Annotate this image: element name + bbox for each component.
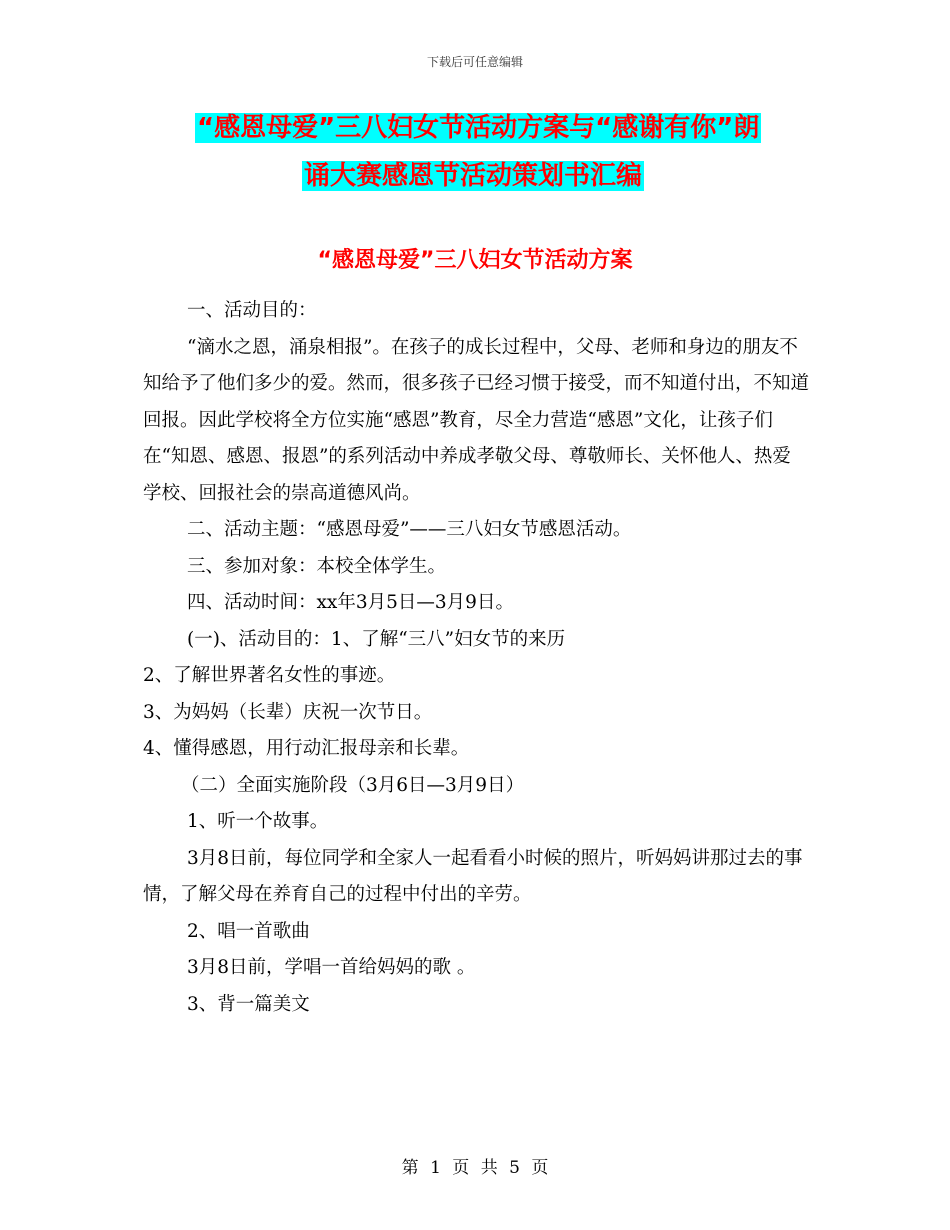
title-line-2: 诵大赛感恩节活动策划书汇编 bbox=[304, 161, 643, 191]
paragraph: 三、参加对象：本校全体学生。 bbox=[187, 555, 447, 577]
paragraph: 四、活动时间：xx年3月5日—3月9日。 bbox=[187, 592, 514, 613]
title-line-1: “感恩母爱”三八妇女节活动方案与“感谢有你”朗 bbox=[197, 113, 760, 143]
section-title: “感恩母爱”三八妇女节活动方案 bbox=[317, 248, 633, 273]
paragraph: 3月8日前，学唱一首给妈妈的歌 。 bbox=[187, 957, 476, 978]
paragraph: 4、懂得感恩，用行动汇报母亲和长辈。 bbox=[143, 738, 470, 759]
paragraph: 一、活动目的： bbox=[187, 300, 317, 321]
paragraph: 2、唱一首歌曲 bbox=[187, 920, 310, 942]
paragraph: 二、活动主题：“感恩母爱”——三八妇女节感恩活动。 bbox=[187, 519, 632, 540]
paragraph: (一)、活动目的：1、了解“三八”妇女节的来历 bbox=[187, 628, 566, 650]
paragraph: 2、了解世界著名女性的事迹。 bbox=[143, 665, 396, 686]
paragraph: 3月8日前，每位同学和全家人一起看看小时候的照片，听妈妈讲那过去的事情，了解父母在养育自己的过程中付出的辛劳。 bbox=[143, 847, 803, 905]
paragraph: 1、听一个故事。 bbox=[187, 811, 329, 832]
paragraph: （二）全面实施阶段（3月6日—3月9日） bbox=[181, 774, 525, 796]
page-number: 第 1 页 共 5 页 bbox=[401, 1158, 549, 1178]
document-body bbox=[143, 293, 809, 1023]
paragraph: 3、背一篇美文 bbox=[187, 993, 310, 1015]
header-note: 下载后可任意编辑 bbox=[426, 55, 523, 69]
paragraph: 3、为妈妈（长辈）庆祝一次节日。 bbox=[143, 701, 433, 723]
paragraph: “滴水之恩，涌泉相报”。在孩子的成长过程中，父母、老师和身边的朋友不知给予了他们多少的爱。然而，很多孩子已经习惯于接受，而不知道付出，不知道回报。因此学校将全方位实施“感恩”教育，尽全力营造“感恩”文化，让孩子们在“知恩、感恩、报恩”的系列活动中养成孝敬父母、尊敬师长、关怀他人、热爱学校、回报社会的崇高道德风尚。 bbox=[143, 336, 810, 504]
